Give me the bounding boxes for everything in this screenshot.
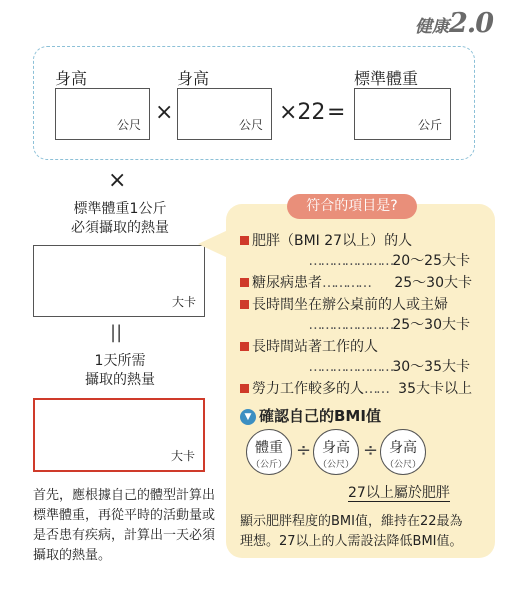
bmi-weight-circle: 體重 （公斤） [246,429,292,475]
criteria-item-3-label: 長時間坐在辦公桌前的人或主婦 [252,297,448,313]
std-weight-label: 標準體重 [354,69,419,88]
logo-number: 2.0 [449,8,493,39]
divide-sign-1: ÷ [296,440,312,461]
criteria-item-4-value: …………………30～35大卡 [308,359,470,375]
obese-note [348,482,450,502]
height1-label: 身高 [55,69,88,88]
panel-title-badge: 符合的項目是? [287,194,417,219]
times-22-sign: ×22 [279,100,326,125]
left-desc-line1: 首先，應根據自己的體型計算出 [33,488,216,503]
bmi-height-circle-2: 身高 （公尺） [380,429,426,475]
criteria-item-2-label: 糖尿病患者 [252,275,322,291]
criteria-item-2-value: 25～30大卡 [394,275,472,291]
bmi-heading-text: 確認自己的BMI值 [259,407,381,425]
criteria-item-1-value: …………………20～25大卡 [308,253,470,269]
calorie-per-kg-caption-line2: 必須攝取的熱量 [71,220,169,236]
calorie-per-kg-unit: 大卡 [171,295,196,309]
criteria-item-3-value: …………………25～30大卡 [308,317,470,333]
red-square-icon [240,278,249,287]
left-desc-line2: 標準體重，再從平時的活動量或 [33,508,216,523]
criteria-item-5-label: 勞力工作較多的人 [252,381,364,397]
red-square-icon [240,384,249,393]
panel-pointer [198,230,228,258]
bmi-height-circle-1: 身高 （公尺） [313,429,359,475]
obese-note-text: 27以上屬於肥胖 [348,485,450,501]
times-sign: × [155,100,174,125]
criteria-item-5-value: 35大卡以上 [398,381,472,397]
red-square-icon [240,342,249,351]
triangle-down-icon: ▼ [240,409,256,425]
daily-calorie-caption-line2: 攝取的熱量 [85,372,155,388]
bmi-desc-line1: 顯示肥胖程度的BMI值，維持在22最為 [240,514,463,529]
equals-sign: = [327,100,346,125]
red-square-icon [240,236,249,245]
criteria-item-1-label: 肥胖（BMI 27以上）的人 [252,233,413,249]
daily-calorie-caption [30,352,210,390]
divide-sign-2: ÷ [363,440,379,461]
daily-calorie-box [33,398,205,472]
criteria-item-3 [240,294,448,314]
logo-text: 健康 [415,17,450,37]
criteria-item-4-label: 長時間站著工作的人 [252,339,378,355]
daily-calorie-caption-line1: 1天所需 [94,353,146,369]
height1-input-box [55,88,150,140]
left-times-sign: × [108,168,127,193]
red-square-icon [240,300,249,309]
bmi-desc-line2: 理想。27以上的人需設法降低BMI值。 [240,534,463,549]
left-desc-line4: 攝取的熱量。 [33,548,112,563]
criteria-item-1 [240,230,412,250]
left-equals-sign: || [110,322,123,343]
calorie-per-kg-caption [30,200,210,238]
left-desc-line3: 是否患有疾病，計算出一天必須 [33,528,216,543]
daily-calorie-unit: 大卡 [170,449,195,463]
bmi-description [240,512,488,552]
criteria-item-2: 糖尿病患者………… 25～30大卡 [240,272,472,292]
bmi-heading [240,405,381,426]
std-weight-unit: 公斤 [417,118,442,132]
calorie-per-kg-caption-line1: 標準體重1公斤 [73,201,167,217]
brand-logo [415,8,493,39]
height2-label: 身高 [177,69,210,88]
height2-unit: 公尺 [238,118,263,132]
height2-input-box [177,88,272,140]
left-description [33,486,228,566]
calorie-per-kg-box [33,245,205,317]
criteria-item-4 [240,336,378,356]
criteria-item-5: 勞力工作較多的人…… 35大卡以上 [240,378,472,398]
height1-unit: 公尺 [116,118,141,132]
std-weight-input-box [354,88,451,140]
